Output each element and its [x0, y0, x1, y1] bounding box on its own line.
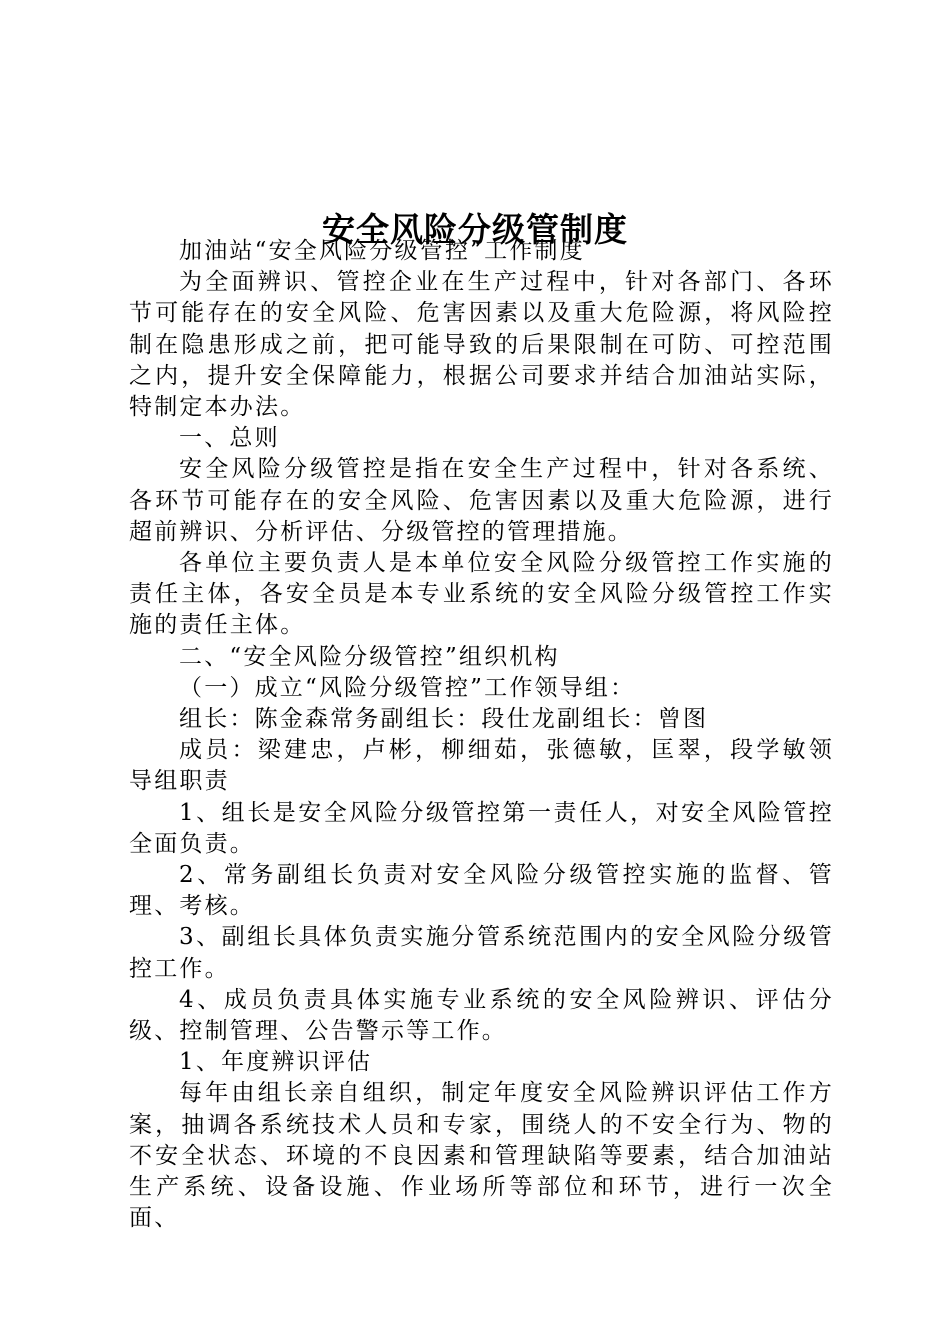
section-heading-organization: 二、“安全风险分级管控”组织机构 — [179, 643, 560, 670]
intro-paragraph: 为全面辨识、管控企业在生产过程中，针对各部门、各环节可能存在的安全风险、危害因素以及重大危险源，将风险控制在隐患形成之前，把可能导致的后果限制在可防、可控范围之内，提升安全保障能力，根据公司要求并结合加油站实际，特制定本办法。 — [129, 269, 834, 421]
members-paragraph: 成员：梁建忠，卢彬，柳细茹，张德敏，匡翠，段学敏领导组职责 — [129, 737, 834, 795]
general-paragraph-2: 各单位主要负责人是本单位安全风险分级管控工作实施的责任主体，各安全员是本专业系统的安全风险分级管控工作实施的责任主体。 — [129, 550, 834, 639]
subtitle-paragraph: 加油站“安全风险分级管控”工作制度 — [179, 238, 585, 264]
leaders-paragraph: 组长：陈金森常务副组长：段仕龙副组长：曾图 — [179, 706, 709, 733]
annual-assessment-heading: 1、年度辨识评估 — [179, 1049, 373, 1076]
annual-assessment-paragraph: 每年由组长亲自组织，制定年度安全风险辨识评估工作方案，抽调各系统技术人员和专家，围绕人的不安全行为、物的不安全状态、环境的不良因素和管理缺陷等要素，结合加油站生产系统、设备设施、作业场所等部位和环节，进行一次全面、 — [129, 1080, 834, 1232]
duty-item-1: 1、组长是安全风险分级管控第一责任人，对安全风险管控全面负责。 — [129, 799, 834, 857]
duty-item-3: 3、副组长具体负责实施分管系统范围内的安全风险分级管控工作。 — [129, 924, 834, 982]
duty-item-2: 2、常务副组长负责对安全风险分级管控实施的监督、管理、考核。 — [129, 862, 834, 920]
document-title: 安全风险分级管制度 — [322, 210, 628, 250]
duty-item-4: 4、成员负责具体实施专业系统的安全风险辨识、评估分级、控制管理、公告警示等工作。 — [129, 986, 834, 1045]
subsection-heading-leadership: （一）成立“风险分级管控”工作领导组： — [179, 674, 636, 701]
document-body — [129, 236, 834, 1235]
general-paragraph-1: 安全风险分级管控是指在安全生产过程中，针对各系统、各环节可能存在的安全风险、危害因素以及重大危险源，进行超前辨识、分析评估、分级管控的管理措施。 — [129, 456, 834, 545]
section-heading-general: 一、总则 — [179, 425, 280, 452]
